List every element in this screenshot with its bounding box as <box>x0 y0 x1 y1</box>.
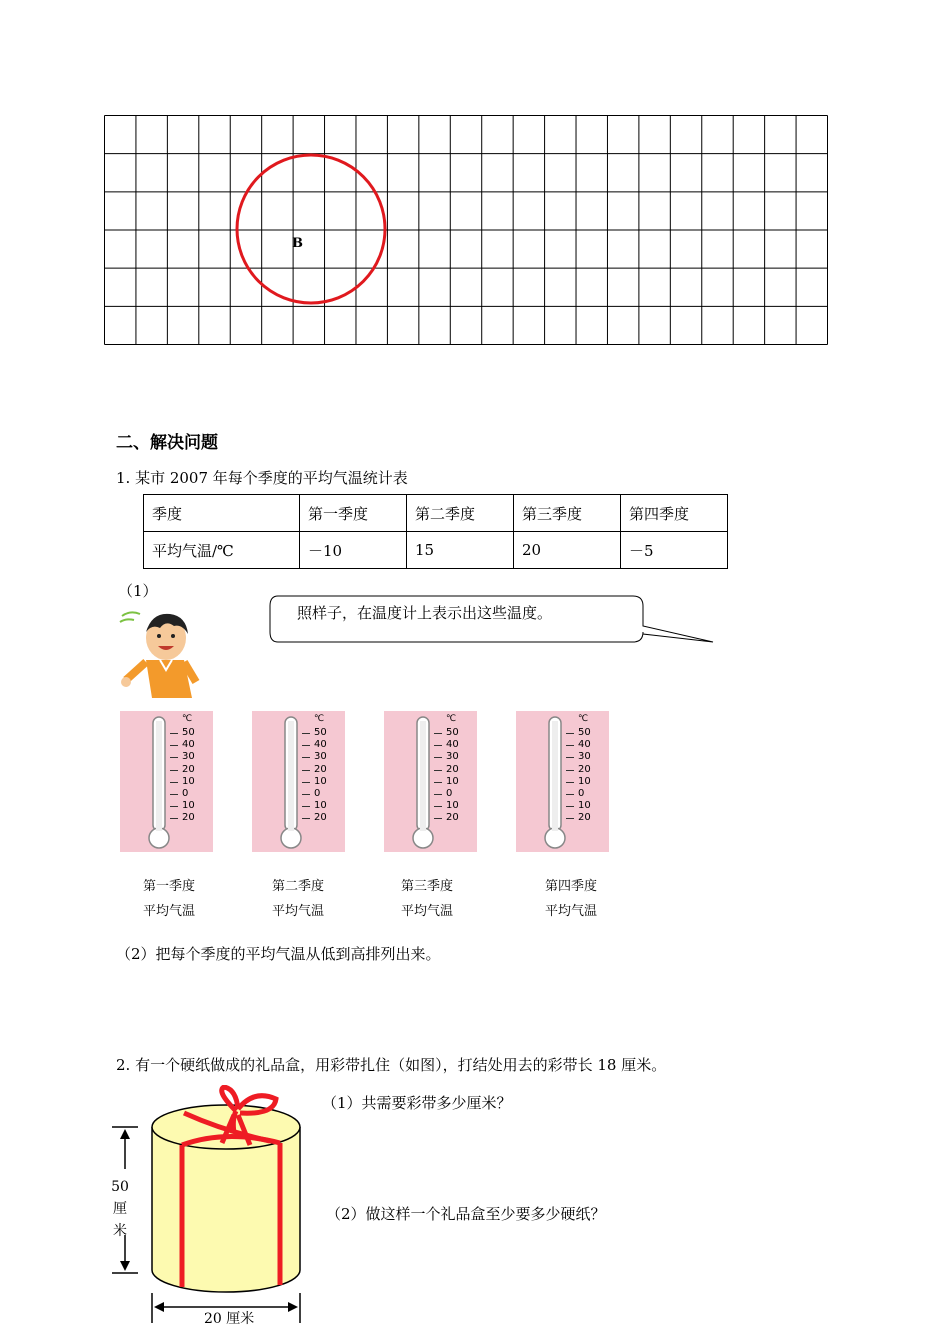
thermo-tick-mark <box>566 745 574 746</box>
part-2-text: （2）把每个季度的平均气温从低到高排列出来。 <box>116 945 441 963</box>
thermo-tick-label: 50 <box>314 727 327 738</box>
label-line: 平均气温 <box>142 904 195 919</box>
table-cell: 第二季度 <box>407 495 514 532</box>
q2-part-1: （1）共需要彩带多少厘米？ <box>322 1094 512 1112</box>
temperature-table <box>143 494 728 569</box>
label-line: 平均气温 <box>544 904 597 919</box>
thermo-tick-mark <box>170 818 178 819</box>
thermo-tick-mark <box>302 806 310 807</box>
thermo-tick-mark <box>434 794 442 795</box>
table-cell: 第四季度 <box>621 495 728 532</box>
thermo-tick-mark <box>170 794 178 795</box>
thermo-label-1 <box>114 874 224 924</box>
thermo-unit: ℃ <box>446 714 457 724</box>
label-line: 平均气温 <box>271 904 324 919</box>
coordinate-grid <box>104 115 828 345</box>
thermo-tick-label: 20 <box>314 812 327 824</box>
height-label-part: 米 <box>113 1223 127 1239</box>
thermo-tick-mark <box>302 733 310 734</box>
thermo-tick-mark <box>566 757 574 758</box>
thermo-tick-mark <box>302 745 310 746</box>
label-line: 第三季度 <box>400 879 453 894</box>
thermo-tick-label: 0 <box>314 788 321 799</box>
thermo-tick-label: 30 <box>578 751 591 763</box>
thermo-tick-label: 10 <box>446 775 459 787</box>
thermo-tick-label: 0 <box>578 788 585 799</box>
gift-box-diagram <box>104 1085 314 1344</box>
table-cell: 第三季度 <box>514 495 621 532</box>
thermo-tick-mark <box>566 794 574 795</box>
thermo-label-2 <box>243 874 353 924</box>
height-label <box>110 1176 130 1242</box>
thermo-tick-label: 20 <box>446 812 459 824</box>
thermo-tick-label: 20 <box>446 763 459 775</box>
thermo-tick-mark <box>170 757 178 758</box>
table-cell: 20 <box>514 532 621 569</box>
table-cell: －10 <box>300 532 407 569</box>
thermo-tick-mark <box>170 770 178 771</box>
thermo-tick-mark <box>566 782 574 783</box>
table-cell: －5 <box>621 532 728 569</box>
table-cell: 第一季度 <box>300 495 407 532</box>
q2-part-2: （2）做这样一个礼品盒至少要多少硬纸？ <box>326 1205 606 1223</box>
thermo-tick-label: 10 <box>182 775 195 787</box>
thermo-tick-label: 50 <box>578 727 591 738</box>
thermo-tick-label: 50 <box>182 727 195 738</box>
thermo-tick-mark <box>302 782 310 783</box>
red-circle <box>237 155 385 303</box>
label-line: 第一季度 <box>142 879 195 894</box>
table-header-row <box>144 495 728 532</box>
thermo-label-3 <box>372 874 482 924</box>
label-line: 第二季度 <box>271 879 324 894</box>
speech-text: 照样子，在温度计上表示出这些温度。 <box>297 604 553 622</box>
thermo-tick-label: 20 <box>578 763 591 775</box>
thermo-unit: ℃ <box>182 714 193 724</box>
thermo-tick-label: 40 <box>182 739 195 751</box>
section-title: 二、解决问题 <box>116 433 218 453</box>
thermo-tick-label: 40 <box>446 739 459 751</box>
height-label-part: 厘 <box>113 1201 127 1217</box>
thermo-tick-mark <box>170 782 178 783</box>
thermo-tick-mark <box>434 757 442 758</box>
thermo-tick-label: 10 <box>314 775 327 787</box>
question-2-text: 2. 有一个硬纸做成的礼品盒，用彩带扎住（如图），打结处用去的彩带长 18 厘米。 <box>116 1056 667 1074</box>
table-cell: 15 <box>407 532 514 569</box>
thermo-tick-mark <box>434 770 442 771</box>
thermo-tick-label: 20 <box>578 812 591 824</box>
thermometer-4 <box>516 711 609 852</box>
thermo-unit: ℃ <box>578 714 589 724</box>
thermometer-1 <box>120 711 213 852</box>
thermo-tick-mark <box>566 733 574 734</box>
label-line: 第四季度 <box>544 879 597 894</box>
thermo-tick-mark <box>302 794 310 795</box>
thermo-tick-mark <box>434 818 442 819</box>
thermo-tick-mark <box>170 745 178 746</box>
thermometer-3 <box>384 711 477 852</box>
point-b-label: B <box>292 236 303 251</box>
boy-illustration <box>116 608 206 704</box>
thermo-tick-mark <box>170 733 178 734</box>
question-1-text: 1. 某市 2007 年每个季度的平均气温统计表 <box>116 469 408 487</box>
part-1-label: （1） <box>118 582 158 600</box>
thermo-tick-label: 30 <box>446 751 459 763</box>
thermo-tick-mark <box>566 818 574 819</box>
thermo-tick-mark <box>302 757 310 758</box>
thermo-tick-label: 10 <box>314 800 327 812</box>
thermo-tick-label: 40 <box>578 739 591 751</box>
thermo-tick-label: 10 <box>446 800 459 812</box>
thermo-tick-label: 0 <box>446 788 453 799</box>
diameter-label: 20 厘米 <box>204 1311 255 1327</box>
thermo-label-4 <box>516 874 626 924</box>
thermo-tick-label: 10 <box>578 775 591 787</box>
thermo-tick-label: 20 <box>182 763 195 775</box>
thermo-tick-label: 50 <box>446 727 459 738</box>
thermo-tick-mark <box>170 806 178 807</box>
thermo-tick-label: 30 <box>182 751 195 763</box>
table-row <box>144 532 728 569</box>
thermo-tick-label: 40 <box>314 739 327 751</box>
thermo-tick-label: 30 <box>314 751 327 763</box>
thermo-tick-mark <box>566 770 574 771</box>
thermo-tick-label: 10 <box>578 800 591 812</box>
thermo-tick-mark <box>302 770 310 771</box>
thermo-tick-label: 20 <box>182 812 195 824</box>
thermo-tick-mark <box>434 782 442 783</box>
thermo-tick-mark <box>302 818 310 819</box>
thermo-tick-label: 0 <box>182 788 189 799</box>
table-cell: 季度 <box>144 495 300 532</box>
table-cell: 平均气温/℃ <box>144 532 300 569</box>
height-label-part: 50 <box>111 1179 129 1195</box>
thermo-tick-label: 20 <box>314 763 327 775</box>
thermo-tick-label: 10 <box>182 800 195 812</box>
label-line: 平均气温 <box>400 904 453 919</box>
thermometer-2 <box>252 711 345 852</box>
thermo-tick-mark <box>434 745 442 746</box>
thermo-tick-mark <box>434 806 442 807</box>
thermo-tick-mark <box>434 733 442 734</box>
thermo-tick-mark <box>566 806 574 807</box>
thermo-unit: ℃ <box>314 714 325 724</box>
